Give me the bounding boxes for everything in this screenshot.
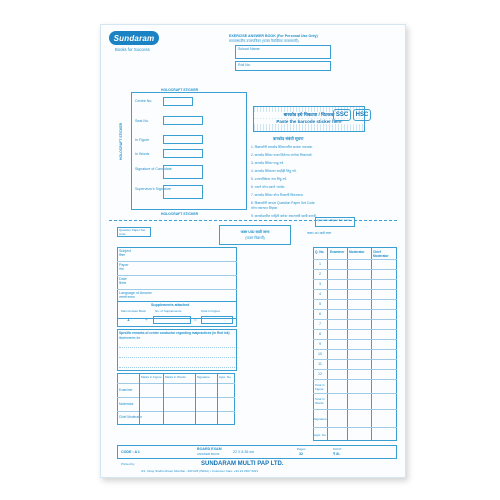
score-row-line	[313, 329, 397, 330]
score-row-line	[313, 379, 397, 380]
hsc-option[interactable]: HSC	[353, 109, 371, 121]
marks-row-chief: Chief Moderator	[119, 415, 142, 419]
signature-candidate-input[interactable]	[163, 165, 203, 179]
instruction-line: 7. बारकोड स्टिकर योग्य ठिकाणी चिकटवावा.	[251, 193, 304, 197]
header-title-mr: सरावासाठीच उत्तरपत्रिका (फक्त वैयक्तिक वापरासाठी)	[229, 39, 299, 43]
hologram-side-label: HOLOCRAFT STICKER	[119, 122, 123, 160]
marks-row-moderator: Moderator	[119, 402, 134, 406]
supplements-title: Supplements attached	[151, 303, 190, 307]
in-words-label: In Words	[135, 152, 150, 156]
score-header-qno: Q. No.	[315, 250, 325, 254]
footer-address: 4/1, Vinay Sindhu Road, Mumbai - 400 025 (INDIA) • Customer Care: +91 22 2367 6021	[141, 469, 259, 473]
supplements-total-input[interactable]	[201, 316, 233, 324]
date-label-mr: दिनांक	[119, 281, 127, 285]
date-row-line	[117, 289, 237, 290]
sundaram-logo: Sundaram	[109, 31, 159, 45]
score-total-words: Total in Words	[315, 397, 325, 405]
marks-header-words: Marks in Words	[165, 375, 186, 379]
barcode-label-mr: बारकोड इथे चिकटवा / चिटकवा	[254, 112, 364, 118]
footer-mrp-value: ₹ 8/-	[333, 452, 341, 456]
score-qnum: 3	[319, 282, 321, 286]
uid-line2: (फक्त विद्यार्थी)	[245, 236, 265, 240]
subject-row-line	[117, 261, 237, 262]
score-row-line	[313, 309, 397, 310]
barcode-label-en: Paste the barcode sticker here	[254, 119, 364, 124]
uid-box[interactable]	[219, 225, 291, 245]
footer-pages-value: 32	[299, 452, 303, 456]
score-qnum: 8	[319, 332, 321, 336]
remarks-label-mr: केंद्रसंचालकांचा शेरा	[119, 336, 141, 340]
instruction-line: 1. विद्यार्थ्यांनी बारकोड स्टिकरवरील क्रमांक तपासावा.	[251, 145, 314, 149]
supplements-equals: =	[194, 317, 197, 322]
seat-no-input[interactable]	[163, 116, 203, 125]
date-label: Date	[119, 277, 127, 281]
footer-mrp-label: M.R.P.	[333, 447, 342, 451]
uid-note-mr: फक्त UID साठी जागा	[307, 231, 332, 235]
score-row-line	[313, 269, 397, 270]
score-total-figure: Total in Figure	[315, 383, 325, 391]
remarks-line	[119, 347, 235, 348]
paper-label-mr: पेपर	[119, 267, 124, 271]
instruction-line: 3. बारकोड स्टिकर फाडू नये.	[251, 161, 285, 165]
instruction-line: योग्य रकान्यात लिहावा.	[251, 206, 279, 210]
score-row-line	[313, 393, 397, 394]
footer-printed-by: Printed by	[121, 462, 135, 466]
brand-tagline: Books for Success	[115, 47, 150, 52]
footer-code: CODE : A 1	[121, 450, 140, 454]
score-appt: Appt. No.	[314, 433, 327, 437]
instruction-line: 2. बारकोड स्टिकर फक्त दिलेल्या जागेवर चिकटवावे.	[251, 153, 313, 157]
score-qnum: 10	[318, 352, 322, 356]
score-qnum: 9	[319, 342, 321, 346]
qp-set-code-right[interactable]	[315, 217, 355, 227]
score-qnum: 6	[319, 312, 321, 316]
marks-col-line	[139, 373, 140, 425]
subject-label: Subject	[119, 249, 131, 253]
score-row-line	[313, 359, 397, 360]
instruction-line: 9. बारकोडवरील माहिती बरोबर असल्याची खात्री करावी.	[251, 214, 317, 218]
score-row-line	[313, 289, 397, 290]
score-row-line	[313, 319, 397, 320]
remarks-line	[119, 357, 235, 358]
remarks-label: Specific remarks of centre conductor regarding malpractices (in Red ink)	[119, 331, 230, 335]
remarks-line	[119, 367, 235, 368]
qp-set-code-right-label: Question Paper Set code	[317, 218, 351, 222]
supplements-count-input[interactable]	[153, 316, 191, 324]
marks-col-line	[163, 373, 164, 425]
score-row-line	[313, 279, 397, 280]
score-header-moderator: Moderator	[349, 250, 365, 254]
supplements-plus: +	[145, 317, 148, 322]
qp-set-code-left-label: Question Paper Set code	[119, 228, 146, 236]
instruction-line: 8. विद्यार्थ्यांनी आपला Question Paper Set Code	[251, 201, 315, 205]
instructions-title: बारकोड संबंधी सूचना	[273, 136, 304, 141]
score-qnum: 12	[318, 372, 322, 376]
seat-no-label: Seat No.	[135, 119, 149, 123]
score-signature: Signature	[314, 417, 327, 421]
score-row-line	[313, 339, 397, 340]
roll-label: Roll No.	[238, 63, 251, 67]
hologram-bottom-label: HOLOCRAFT STICKER	[161, 212, 199, 216]
score-row-line	[313, 427, 397, 428]
score-qnum: 2	[319, 272, 321, 276]
score-qnum: 11	[318, 362, 322, 366]
marks-row-examiner: Examiner	[119, 388, 133, 392]
footer-size: 22 X 8.36 cm	[233, 450, 255, 454]
score-col-line	[347, 247, 348, 441]
footer-company: SUNDARAM MULTI PAP LTD.	[201, 461, 284, 467]
centre-no-label: Centre No.	[135, 99, 153, 103]
instruction-line: 5. उत्तरपत्रिकेवर नाव लिहू नये.	[251, 177, 288, 181]
ssc-option[interactable]: SSC	[333, 109, 351, 121]
score-qnum: 1	[319, 262, 321, 266]
school-name-label: School Name	[238, 47, 260, 51]
score-header-examiner: Examiner	[330, 250, 345, 254]
language-label-mr: उत्तराचे माध्यम	[119, 295, 135, 299]
footer-board-sub: ANSWER BOOK	[197, 452, 220, 456]
score-row-line	[313, 349, 397, 350]
uid-line1: फक्त UID साठी जागा	[240, 230, 270, 234]
in-figures-input[interactable]	[163, 135, 203, 144]
qp-set-code-left[interactable]	[117, 227, 151, 237]
supplements-main-value: 1	[127, 317, 130, 322]
marks-header-figure: Marks in Figure	[141, 375, 162, 379]
signature-candidate-label: Signature of Candidate	[135, 167, 172, 171]
footer-info-bar	[117, 445, 397, 459]
in-figures-label: In Figure	[135, 138, 150, 142]
instruction-line: 6. रकाने योग्य प्रकारे भरावेत.	[251, 185, 286, 189]
centre-no-input[interactable]	[163, 97, 193, 106]
footer-board: BOARD EXAM	[197, 447, 222, 451]
marks-col-line	[195, 373, 196, 425]
in-words-input[interactable]	[163, 149, 203, 158]
score-qnum: 5	[319, 302, 321, 306]
score-col-line	[371, 247, 372, 441]
hologram-top-label: HOLOCRAFT STICKER	[161, 88, 199, 92]
supplements-col-main: Main Answer Book	[121, 309, 146, 313]
paper-row-line	[117, 275, 237, 276]
header-title-en: EXERCISE ANSWER BOOK (For Personal Use Only)	[229, 34, 318, 38]
score-row-line	[313, 299, 397, 300]
score-row-line	[313, 409, 397, 410]
footer-pages-label: Pages	[297, 447, 306, 451]
paper-label: Paper	[119, 263, 129, 267]
supplements-col-no: No. of Supplements	[155, 309, 182, 313]
score-qnum: 7	[319, 322, 321, 326]
subject-label-mr: विषय	[119, 253, 125, 257]
score-header-chief: Chief Moderator	[373, 250, 389, 258]
language-label: Language of Answer	[119, 291, 152, 295]
score-row-line	[313, 369, 397, 370]
marks-header-appt: Appt. No.	[219, 375, 232, 379]
score-col-line	[327, 247, 328, 441]
supervisor-signature-input[interactable]	[163, 185, 203, 199]
marks-header-signature: Signature	[197, 375, 210, 379]
instruction-line: 4. बारकोड स्टिकरवर काहीही लिहू नये.	[251, 169, 297, 173]
marks-col-line	[217, 373, 218, 425]
score-row-line	[313, 259, 397, 260]
school-name-field[interactable]	[235, 45, 331, 59]
roll-field[interactable]	[235, 61, 331, 71]
answer-book-sheet	[100, 24, 406, 478]
score-qnum: 4	[319, 292, 321, 296]
supervisor-signature-label: Supervisor's Signature	[135, 187, 172, 191]
supplements-col-total: Total In Figure	[201, 309, 221, 313]
